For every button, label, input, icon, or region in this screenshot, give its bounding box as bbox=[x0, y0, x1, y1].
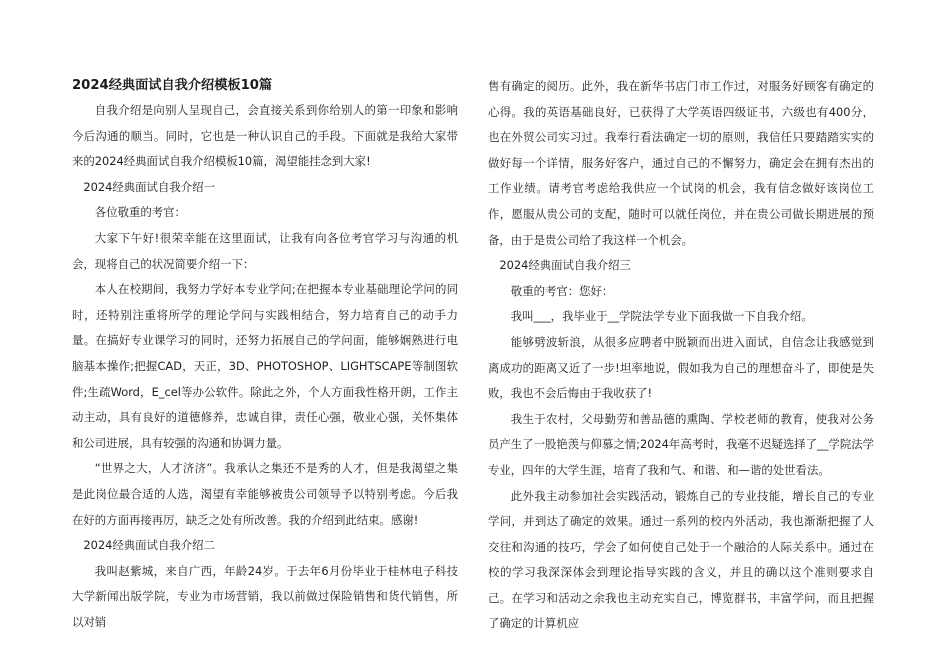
salutation: 各位敬重的考官： bbox=[94, 205, 186, 220]
paragraph: 本人在校期间，我努力学好本专业学问;在把握本专业基础理论学问的同时，还特别注重将所学的理论学问与实践相结合，努力培育自己的动手力量。在搞好专业课学习的同时，还努力拓展自己的学问面，能够娴熟进行电脑基本操作;把握CAD，天正，3D、PHOTOSHOP、LIGHTSCAPE等制图软件;生疏Word，E_cel等办公软件。除此之外，个人方面我性格开朗，工作主动主动，具有良好的道德修养，忠诚自律，责任心强，敬业心强，关怀集体和公司进展，具有较强的沟通和协调力量。 bbox=[72, 282, 458, 450]
paragraph: 此外我主动参加社会实践活动，锻炼自己的专业技能，增长自己的专业学问，并到达了确定的效果。通过一系列的校内外活动，我也渐渐把握了人交往和沟通的技巧，学会了如何使自己处于一个融洽的人际关系中。通过在校的学习我深深体会到理论指导实践的含义，并且的确以这个准则要求自己。在学习和活动之余我也主动充实自己，博览群书，丰富学问，而且把握了确定的计算机应 bbox=[488, 488, 874, 631]
paragraph: 我叫赵紫城，来自广西，年龄24岁。于去年6月份毕业于桂林电子科技大学新闻出版学院，专业为市场营销，我以前做过保险销售和货代销售，所以对销 bbox=[72, 563, 458, 629]
paragraph: “世界之大，人才济济”。我承认之集还不是秀的人才，但是我渴望之集是此岗位最合适的人选，渴望有幸能够被贵公司领导予以特别考虑。今后我在好的方面再接再厉，缺乏之处有所改善。我的介绍到此结束。感谢! bbox=[72, 461, 458, 527]
document-title: 2024经典面试自我介绍模板10篇 bbox=[72, 78, 273, 93]
paragraph: 我叫___，我毕业于__学院法学专业下面我做一下自我介绍。 bbox=[510, 309, 813, 324]
intro-paragraph: 自我介绍是向别人呈现自己，会直接关系到你给别人的第一印象和影响今后沟通的顺当。同时，它也是一种认识自己的手段。下面就是我给大家带来的2024经典面试自我介绍模板10篇，渴望能挂念到大家! bbox=[72, 103, 458, 169]
paragraph: 我生于农村，父母勤劳和善品德的熏陶、学校老师的教育，使我对公务员产生了一股艳羡与仰慕之情;2024年高考时，我毫不迟疑选择了__学院法学专业，四年的大学生涯，培育了我和气、和谐、和—谐的处世看法。 bbox=[488, 411, 874, 477]
section-heading-3: 2024经典面试自我介绍三 bbox=[499, 258, 631, 273]
paragraph-continued: 售有确定的阅历。此外，我在新华书店门市工作过，对服务好顾客有确定的心得。我的英语基础良好，已获得了大学英语四级证书，六级也有400分，也在外贸公司实习过。我奉行看法确定一切的原则，我信任只要踏踏实实的做好每一个详情，服务好客户，通过自己的不懈努力，确定会在拥有杰出的工作业绩。请考官考虑给我供应一个试岗的机会，我有信念做好该岗位工作，愿服从贵公司的支配，随时可以就任岗位，并在贵公司做长期进展的预备，由于是贵公司给了我这样一个机会。 bbox=[488, 79, 874, 247]
salutation: 敬重的考官：您好： bbox=[510, 283, 614, 298]
section-heading-2: 2024经典面试自我介绍二 bbox=[83, 538, 215, 553]
left-column bbox=[72, 74, 458, 635]
right-column bbox=[488, 74, 874, 637]
section-heading-1: 2024经典面试自我介绍一 bbox=[83, 179, 215, 194]
paragraph: 能够劈波斩浪，从很多应聘者中脱颖而出进入面试，自信念让我感觉到离成功的距离又近了一步!坦率地说，假如我为自己的理想奋斗了，即使是失败，我也不会后悔由于我收获了! bbox=[488, 334, 874, 401]
paragraph: 大家下午好!很荣幸能在这里面试，让我有向各位考官学习与沟通的机会，现将自己的状况简要介绍一下： bbox=[72, 230, 458, 271]
